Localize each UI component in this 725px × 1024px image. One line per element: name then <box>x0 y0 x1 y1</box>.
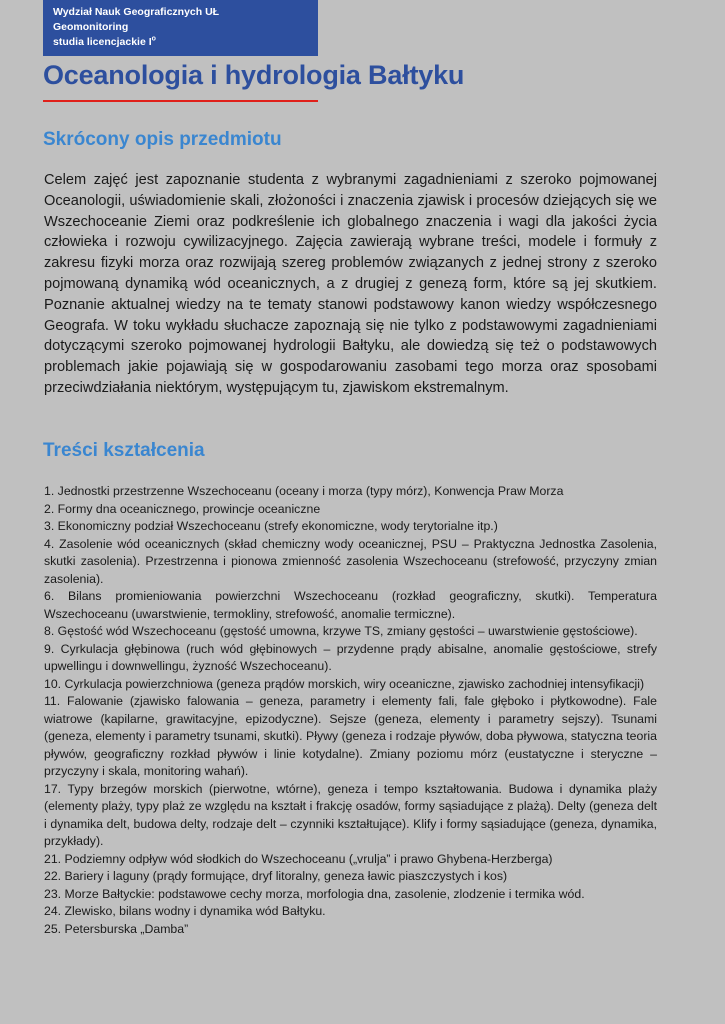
list-item: 11. Falowanie (zjawisko falowania – geneza, parametry i elementy fali, fale głęboko i płytkowodne). Fale wiatrowe (kapilarne, grawitacyjne, epizodyczne). Sejsze (geneza, elementy i parametry sejszy). Tsunami (geneza, elementy i parametry tsunami, skutki). Pływy (geneza i rodzaje pływów, doba pływowa, statyczna teoria pływów, geograficzny rozkład pływów i linie kotydalne). Zmiany poziomu mórz (eustatyczne i steryczne – przyczyny i skala, monitoring wahań). <box>44 694 657 778</box>
page-title: Oceanologia i hydrologia Bałtyku <box>43 60 465 90</box>
list-item: 17. Typy brzegów morskich (pierwotne, wtórne), geneza i tempo kształtowania. Budowa i dynamika plaży (elementy plaży, typy plaż ze względu na kształt i frakcję osadów, formy sąsiadujące z plażą). Delty (geneza delt i dynamika delt, budowa delty, rodzaje delt – czynniki kształtujące). Klify i formy sąsiadujące (geneza, dynamika, przykłady). <box>44 781 657 848</box>
list-item: 24. Zlewisko, bilans wodny i dynamika wód Bałtyku. <box>44 904 326 918</box>
list-item: 25. Petersburska „Damba” <box>44 921 189 936</box>
degree-mark: o <box>151 35 156 43</box>
list-item: 9. Cyrkulacja głębinowa (ruch wód głębinowych – przydenne prądy abisalne, anomalie gęstościowe, strefy upwellingu i downwellingu, żyzność Wszechoceanu). <box>44 641 657 673</box>
contents-list <box>44 483 657 938</box>
list-item: 1. Jednostki przestrzenne Wszechoceanu (oceany i morza (typy mórz), Konwencja Praw Morza <box>44 484 564 498</box>
summary-text: Celem zajęć jest zapoznanie studenta z wybranymi zagadnieniami z szeroko pojmowanej Oceanologii, uświadomienie skali, złożoności i znaczenia zjawisk i procesów dziejących się we Wszechoceanie Ziemi oraz podkreślenie ich globalnego znaczenia i wagi dla jakości życia człowieka i rozwoju cywilizacyjnego. Zajęcia zawierają wybrane treści, modele i formuły z zakresu fizyki morza oraz rozwijają szereg problemów związanych z jednej strony z szeroko pojmowaną dynamiką wód oceanicznych, a z drugiej z genezą form, które są jej skutkiem. Poznanie aktualnej wiedzy na te tematy stanowi podstawowy kanon wiedzy współczesnego Geografa. W toku wykładu słuchacze zapoznają się nie tylko z podstawowymi zagadnieniami dotyczącymi szeroko pojmowanej hydrologii Bałtyku, ale dowiedzą się też o podstawowych problemach jakie pojawiają się w gospodarowaniu zasobami tego morza oraz sposobami przeciwdziałania niektórym, występującym tu, zjawiskom ekstremalnym. <box>44 172 657 396</box>
study-level <box>53 35 308 50</box>
faculty-name: Wydział Nauk Geograficznych UŁ <box>53 6 220 18</box>
study-level-text: studia licencjackie I <box>53 36 152 48</box>
list-item: 23. Morze Bałtyckie: podstawowe cechy morza, morfologia dna, zasolenie, zlodzenie i termika wód. <box>44 886 585 901</box>
list-item: 22. Bariery i laguny (prądy formujące, dryf litoralny, geneza ławic piaszczystych i kos) <box>44 869 508 883</box>
contents-heading: Treści kształcenia <box>43 440 205 461</box>
list-item: 21. Podziemny odpływ wód słodkich do Wszechoceanu („vrulja” i prawo Ghybena-Herzberga) <box>44 851 553 866</box>
list-item: 4. Zasolenie wód oceanicznych (skład chemiczny wody oceanicznej, PSU – Praktyczna Jednostka Zasolenia, skutki zasolenia). Przestrzenna i pionowa zmienność zasolenia Wszechoceanu (strefowość, przyczyny zmian zasolenia). <box>44 536 657 586</box>
list-item: 8. Gęstość wód Wszechoceanu (gęstość umowna, krzywe TS, zmiany gęstości – uwarstwienie gęstościowe). <box>44 624 638 638</box>
list-item: 3. Ekonomiczny podział Wszechoceanu (strefy ekonomiczne, wody terytorialne itp.) <box>44 519 498 533</box>
title-underline <box>43 100 318 102</box>
faculty-header <box>43 0 318 56</box>
list-item: 2. Formy dna oceanicznego, prowincje oceaniczne <box>44 501 321 516</box>
program-name: Geomonitoring <box>53 21 129 33</box>
list-item: 6. Bilans promieniowania powierzchni Wszechoceanu (rozkład geograficzny, skutki). Temperatura Wszechoceanu (uwarstwienie, termokliny, strefowość, anomalie termiczne). <box>44 589 657 621</box>
list-item: 10. Cyrkulacja powierzchniowa (geneza prądów morskich, wiry oceaniczne, zjawisko zachodniej intensyfikacji) <box>44 676 645 691</box>
summary-heading: Skrócony opis przedmiotu <box>43 129 282 150</box>
